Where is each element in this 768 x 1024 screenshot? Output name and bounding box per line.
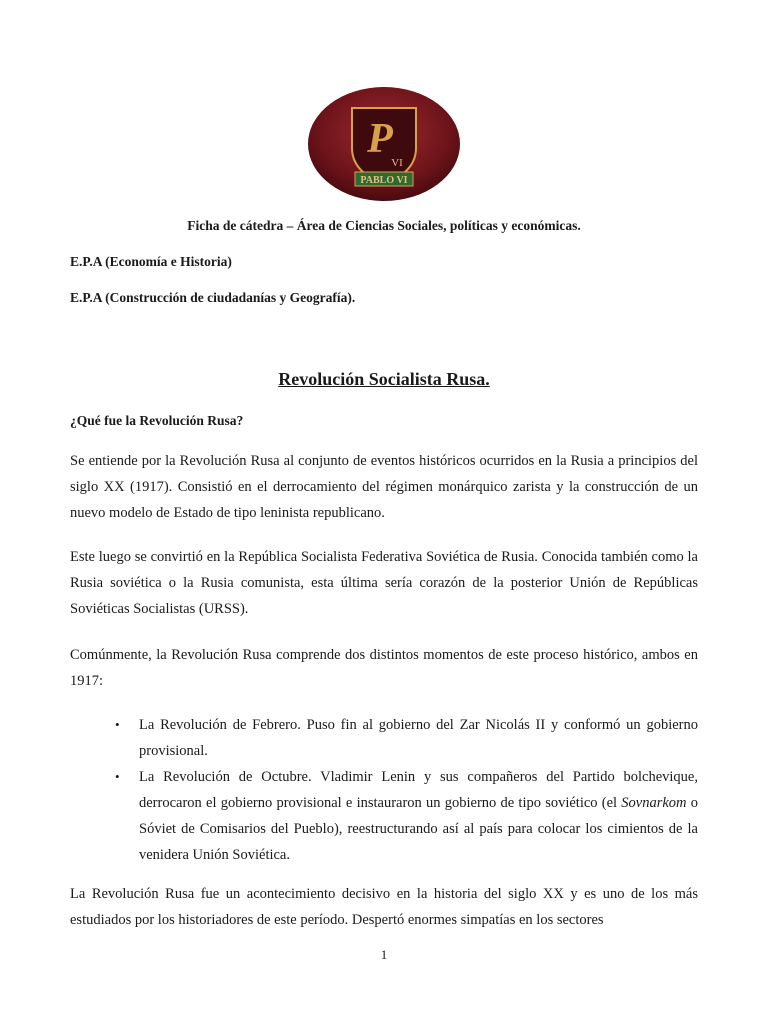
bullet-text-after: o Sóviet de Comisarios del Pueblo), reestructurando así al país para colocar los cimientos de la venidera Unión Soviética. xyxy=(139,795,699,863)
document-title: Revolución Socialista Rusa. xyxy=(278,369,490,389)
pablo-vi-logo xyxy=(307,86,461,202)
header-line-2: E.P.A (Economía e Historia) xyxy=(70,254,232,269)
bullet-item-february xyxy=(115,712,698,764)
bullet-item-october xyxy=(115,764,699,868)
header-line-1: Ficha de cátedra – Área de Ciencias Sociales, políticas y económicas. xyxy=(187,218,581,233)
bullet-text-italic: Sovnarkom xyxy=(621,795,687,811)
bullet-icon: • xyxy=(115,717,120,732)
logo-sub: VI xyxy=(391,157,403,169)
paragraph-4: La Revolución Rusa fue un acontecimiento decisivo en la historia del siglo XX y es uno de los más estudiados por los historiadores de este período. Despertó enormes simpatías en los sectores xyxy=(70,886,698,928)
bullet-icon: • xyxy=(115,769,120,784)
logo-banner-text: PABLO VI xyxy=(360,175,408,186)
page-number: 1 xyxy=(380,947,388,962)
bullet-text-before: La Revolución de Octubre. Vladimir Lenin y sus compañeros del Partido bolchevique, derrocaron el gobierno provisional e instauraron un gobierno de tipo soviético (el xyxy=(139,769,698,811)
paragraph-3: Comúnmente, la Revolución Rusa comprende dos distintos momentos de este proceso histórico, ambos en 1917: xyxy=(70,647,698,689)
bullet-list xyxy=(115,712,699,868)
logo-letter: P xyxy=(367,116,393,162)
section-question: ¿Qué fue la Revolución Rusa? xyxy=(70,413,244,428)
header-line-3: E.P.A (Construcción de ciudadanías y Geografía). xyxy=(70,290,356,305)
paragraph-2: Este luego se convirtió en la República Socialista Federativa Soviética de Rusia. Conocida también como la Rusia soviética o la Rusia comunista, esta última sería corazón de la posterior Unión de Repúblicas Soviéticas Socialistas (URSS). xyxy=(70,549,698,617)
bullet-text: La Revolución de Febrero. Puso fin al gobierno del Zar Nicolás II y conformó un gobierno provisional. xyxy=(139,717,698,759)
paragraph-1: Se entiende por la Revolución Rusa al conjunto de eventos históricos ocurridos en la Rusia a principios del siglo XX (1917). Consistió en el derrocamiento del régimen monárquico zarista y la construcción de un nuevo modelo de Estado de tipo leninista republicano. xyxy=(70,453,698,521)
